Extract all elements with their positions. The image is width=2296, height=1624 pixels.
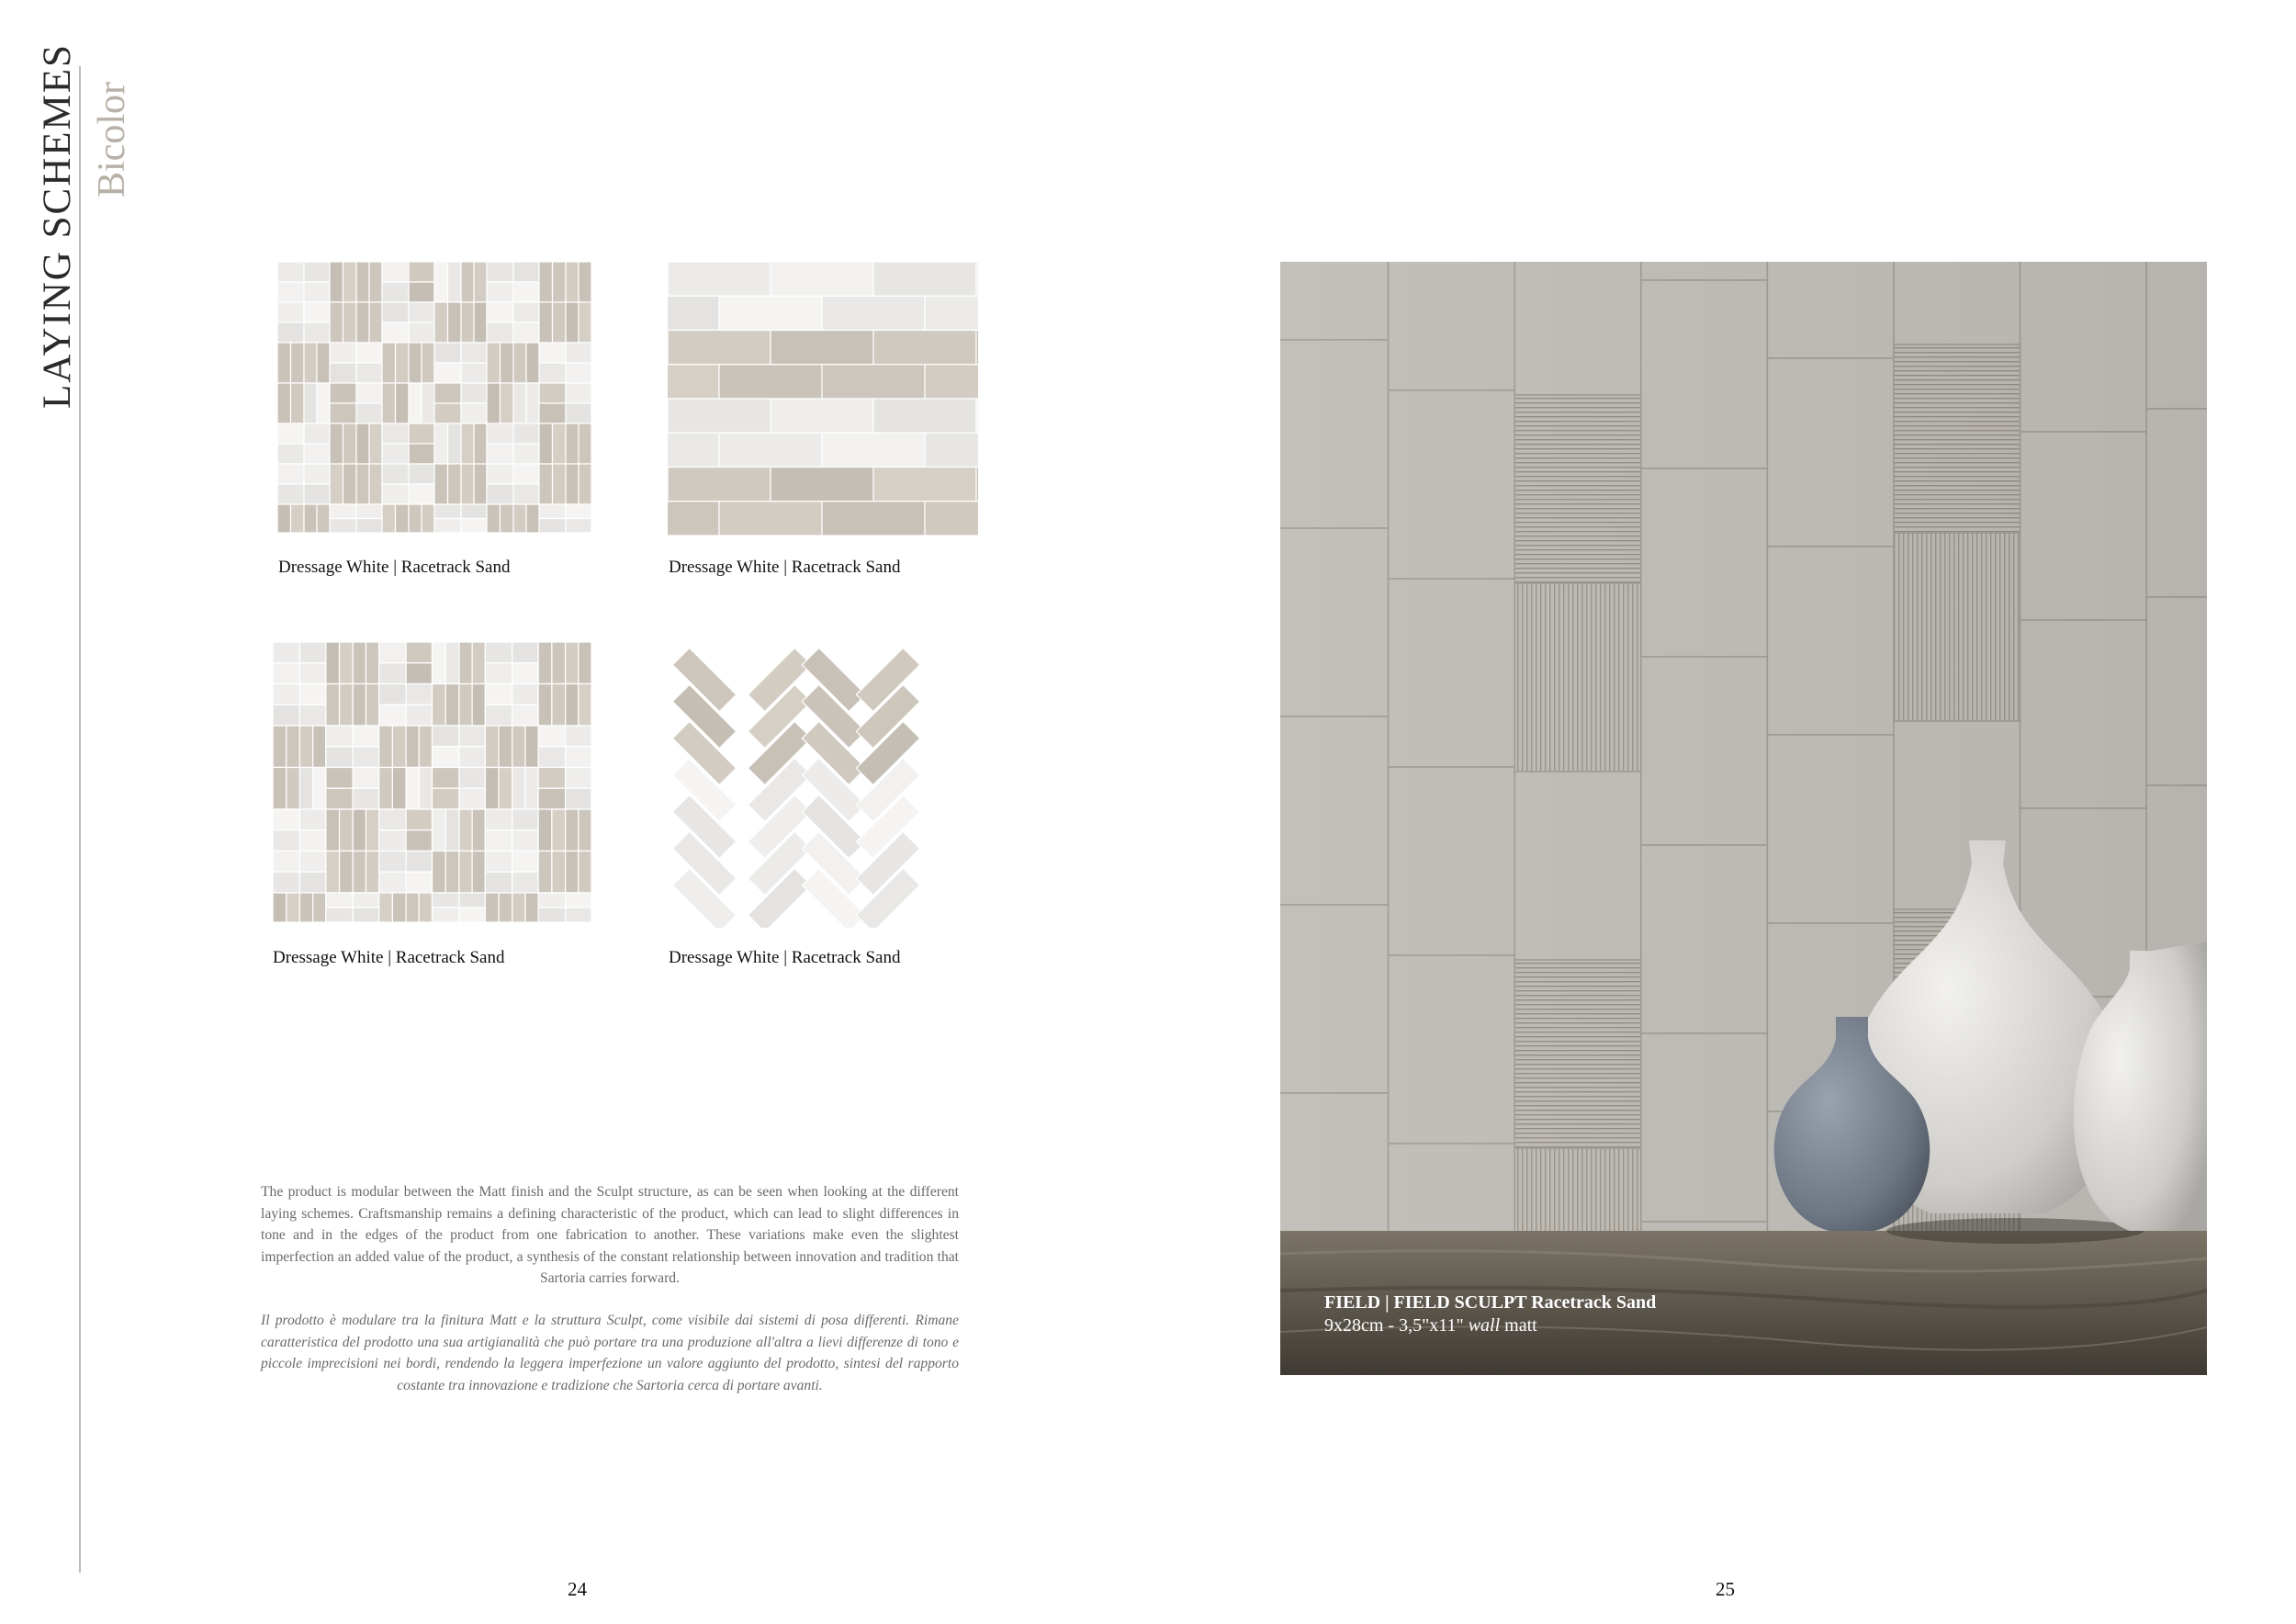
section-subtitle: Bicolor: [91, 82, 133, 197]
laying-scheme-image-3: [273, 642, 591, 922]
wall-icon: wall: [1468, 1315, 1501, 1336]
page-number-right: 25: [1716, 1578, 1735, 1600]
description-italian: Il prodotto è modulare tra la finitura Matt e la struttura Sculpt, come visibile dai sistemi di posa differenti. Rimane caratteristica del prodotto una sua artigianalità che può portare tra una produzione all'altra a lievi differenze di tono e piccole imprecisioni nei bordi, rendendo la leggera imperfezione un valore aggiunto del prodotto, sintesi del rapporto costante tra innovazione e tradizione che Sartoria cerca di portare avanti.: [261, 1313, 959, 1393]
laying-scheme-caption-1: Dressage White | Racetrack Sand: [278, 558, 511, 577]
product-photo: [1280, 262, 2207, 1375]
photo-caption-details: [1324, 1315, 1537, 1336]
laying-scheme-image-2: [668, 262, 978, 536]
photo-caption-size: 9x28cm - 3,5"x11": [1324, 1315, 1464, 1336]
section-title: LAYING SCHEMES: [36, 43, 79, 409]
laying-scheme-caption-2: Dressage White | Racetrack Sand: [669, 558, 901, 577]
photo-caption-finish: matt: [1504, 1315, 1537, 1336]
laying-scheme-caption-4: Dressage White | Racetrack Sand: [669, 948, 901, 967]
laying-scheme-image-1: [277, 262, 591, 533]
description-english: The product is modular between the Matt finish and the Sculpt structure, as can be seen when looking at the different laying schemes. Craftsmanship remains a defining characteristic of the product, which can lead to slight differences in tone and in the edges of the product from one fabrication to another. These variations make even the slightest imperfection an added value of the product, a synthesis of the constant relationship between innovation and tradition that Sartoria carries forward.: [261, 1184, 959, 1286]
page-number-left: 24: [568, 1578, 587, 1600]
laying-scheme-caption-3: Dressage White | Racetrack Sand: [273, 948, 505, 967]
photo-caption-title: FIELD | FIELD SCULPT Racetrack Sand: [1324, 1292, 1657, 1313]
laying-scheme-image-4: [668, 643, 927, 928]
